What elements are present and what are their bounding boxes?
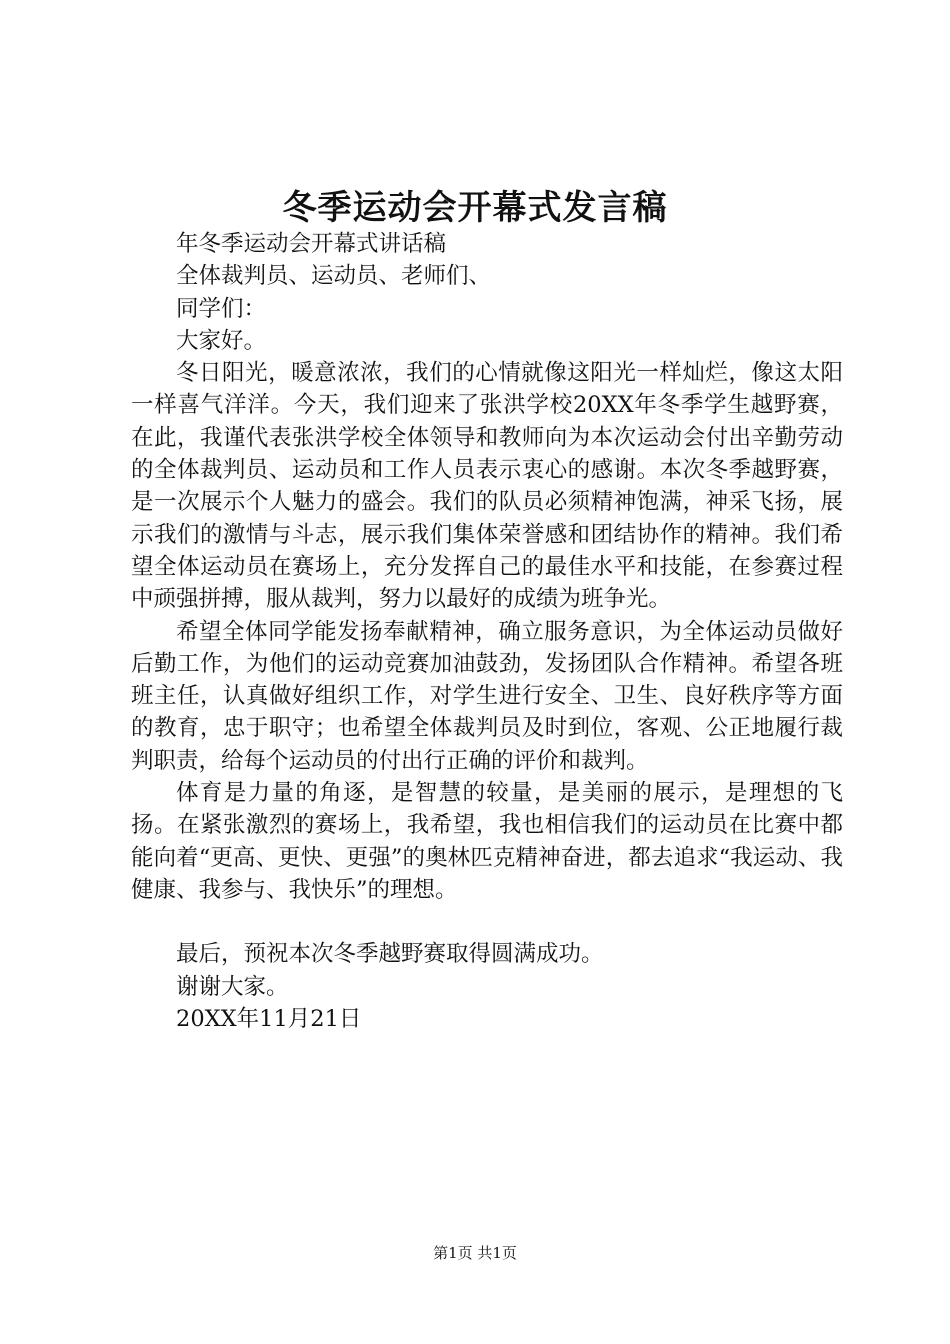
- paragraph-thanks: 谢谢大家。: [176, 973, 289, 1000]
- paragraph-body-2: 希望全体同学能发扬奉献精神，确立服务意识，为全体运动员做好后勤工作，为他们的运动竞赛加油鼓劲，发扬团队合作精神。希望各班班主任，认真做好组织工作，对学生进行安全、卫生、良好秩序等方面的教育，忠于职守；也希望全体裁判员及时到位，客观、公正地履行裁判职责，给每个运动员的付出行正确的评价和裁判。: [131, 618, 843, 774]
- paragraph-heading-line: 年冬季运动会开幕式讲话稿: [176, 231, 447, 257]
- paragraph-closing-wish: 最后，预祝本次冬季越野赛取得圆满成功。: [176, 941, 604, 968]
- document-title: 冬季运动会开幕式发言稿: [282, 188, 668, 228]
- paragraph-body-1: 冬日阳光，暖意浓浓，我们的心情就像这阳光一样灿烂，像这太阳一样喜气洋洋。今天，我们迎来了张洪学校20XX年冬季学生越野赛，在此，我谨代表张洪学校全体领导和教师向为本次运动会付出辛勤劳动的全体裁判员、运动员和工作人员表示衷心的感谢。本次冬季越野赛，是一次展示个人魅力的盛会。我们的队员必须精神饱满，神采飞扬，展示我们的激情与斗志，展示我们集体荣誉感和团结协作的精神。我们希望全体运动员在赛场上，充分发挥自己的最佳水平和技能，在参赛过程中顽强拼搏，服从裁判，努力以最好的成绩为班争光。: [131, 360, 843, 613]
- document-body: [131, 228, 843, 1035]
- paragraph-salutation-2: 同学们：: [176, 295, 267, 322]
- paragraph-date: 20XX年11月21日: [176, 1005, 362, 1032]
- paragraph-body-3: 体育是力量的角逐，是智慧的较量，是美丽的展示，是理想的飞扬。在紧张激烈的赛场上，我希望，我也相信我们的运动员在比赛中都能向着“更高、更快、更强”的奥林匹克精神奋进，都去追求“我运动、我健康、我参与、我快乐”的理想。: [131, 780, 843, 903]
- paragraph-greeting: 大家好。: [176, 327, 267, 354]
- page-footer: 第1页 共1页: [433, 1244, 517, 1262]
- paragraph-salutation-1: 全体裁判员、运动员、老师们、: [176, 263, 492, 290]
